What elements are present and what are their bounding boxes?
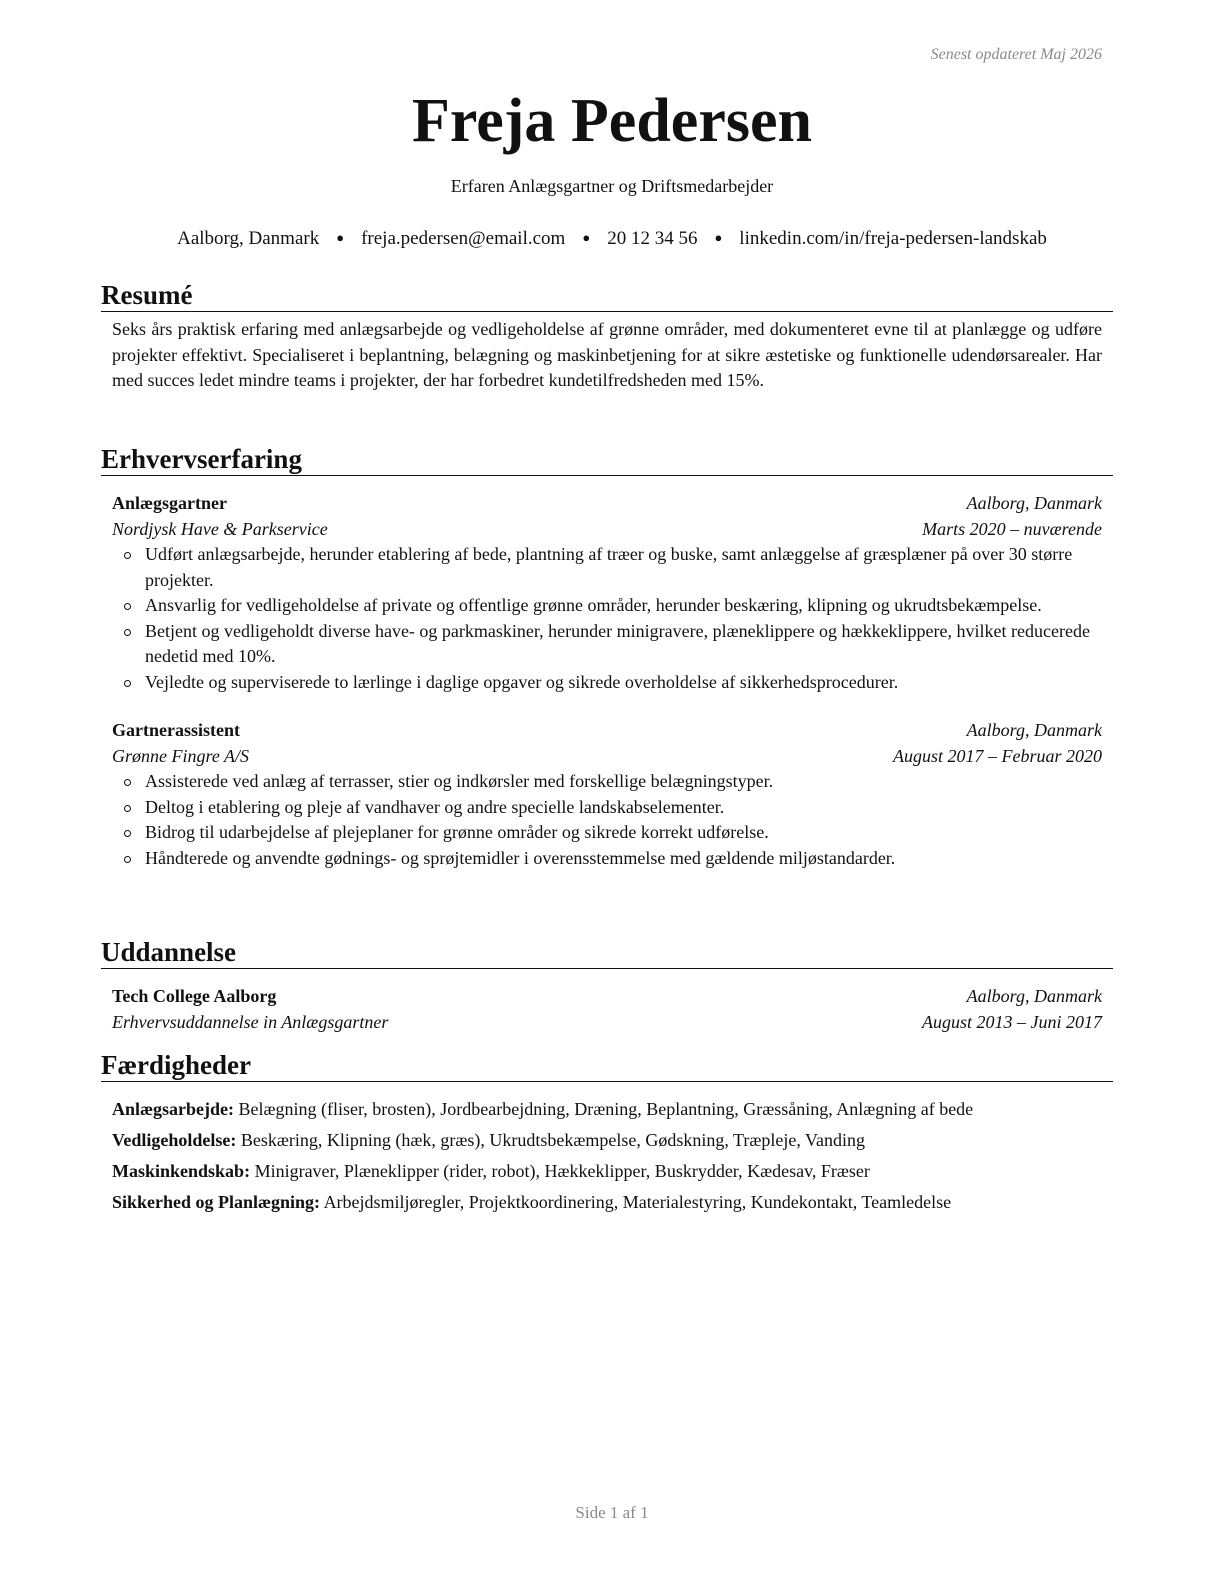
job-bullets: [112, 769, 1102, 871]
list-item: Vejledte og superviserede to lærlinge i daglige opgaver og sikrede overholdelse af sikkerhedsprocedurer.: [112, 670, 1102, 696]
education-school: Tech College Aalborg: [112, 986, 277, 1006]
list-item: Bidrog til udarbejdelse af plejeplaner for grønne områder og sikrede korrekt udførelse.: [112, 820, 1102, 846]
contact-email[interactable]: freja.pedersen@email.com: [361, 228, 566, 249]
skill-group: [112, 1190, 1102, 1216]
job-role: Anlægsgartner: [112, 493, 227, 513]
summary-section: [101, 280, 1113, 394]
skill-text: Beskæring, Klipning (hæk, græs), Ukrudtsbekæmpelse, Gødskning, Træpleje, Vanding: [240, 1130, 866, 1150]
job-location: Aalborg, Danmark: [966, 720, 1102, 740]
skill-text: Minigraver, Plæneklipper (rider, robot), Hækkeklipper, Buskrydder, Kædesav, Fræser: [254, 1161, 870, 1181]
education-section: [101, 937, 1113, 1035]
job-dates: August 2017 – Februar 2020: [893, 745, 1102, 766]
contact-line: [0, 228, 1224, 250]
list-item: Betjent og vedligeholdt diverse have- og parkmaskiner, herunder minigravere, plæneklippere og hækkeklippere, hvilket reducerede nedetid med 10%.: [112, 619, 1102, 670]
skill-text: Arbejdsmiljøregler, Projektkoordinering, Materialestyring, Kundekontakt, Teamledelse: [323, 1192, 952, 1212]
summary-text: Seks års praktisk erfaring med anlægsarbejde og vedligeholdelse af grønne områder, med dokumenteret evne til at planlægge og udføre projekter effektivt. Specialiseret i beplantning, belægning og maskinbetjening for at sikre æstetiske og funktionelle udendørsarealer. Har med succes ledet mindre teams i projekter, der har forbedret kundetilfredsheden med 15%.: [112, 319, 1102, 390]
bullet-separator: ●: [714, 230, 723, 245]
skill-group: [112, 1097, 1102, 1123]
bullet-separator: ●: [336, 230, 345, 245]
education-location: Aalborg, Danmark: [966, 986, 1102, 1006]
skill-label: Maskinkendskab:: [112, 1161, 251, 1181]
skill-group: [112, 1128, 1102, 1154]
contact-linkedin[interactable]: linkedin.com/in/freja-pedersen-landskab: [739, 228, 1047, 249]
list-item: Håndterede og anvendte gødnings- og sprøjtemidler i overensstemmelse med gældende miljøstandarder.: [112, 846, 1102, 872]
candidate-name: Freja Pedersen: [412, 87, 812, 155]
list-item: Ansvarlig for vedligeholdelse af private og offentlige grønne områder, herunder beskæring, klipning og ukrudtsbekæmpelse.: [112, 593, 1102, 619]
contact-location: Aalborg, Danmark: [177, 228, 320, 249]
job-entry: [112, 718, 1102, 871]
skill-group: [112, 1159, 1102, 1185]
bullet-separator: ●: [582, 230, 591, 245]
education-degree: Erhvervsuddannelse in Anlægsgartner: [112, 1011, 389, 1032]
list-item: Udført anlægsarbejde, herunder etablering af bede, plantning af træer og buske, samt anlæggelse af græsplæner på over 30 større projekter.: [112, 542, 1102, 593]
candidate-title: Erfaren Anlægsgartner og Driftsmedarbejder: [450, 176, 774, 196]
skill-text: Belægning (fliser, brosten), Jordbearbejdning, Dræning, Beplantning, Græssåning, Anlægning af bede: [238, 1099, 974, 1119]
last-updated: Senest opdateret Maj 2026: [930, 46, 1102, 63]
job-company: Nordjysk Have & Parkservice: [112, 518, 328, 539]
page-number: Side 1 af 1: [575, 1503, 649, 1522]
section-title-education: Uddannelse: [101, 937, 1113, 969]
job-entry: [112, 491, 1102, 695]
education-dates: August 2013 – Juni 2017: [922, 1011, 1102, 1032]
skill-label: Anlægsarbejde:: [112, 1099, 234, 1119]
job-dates: Marts 2020 – nuværende: [922, 518, 1102, 539]
section-title-summary: Resumé: [101, 280, 1113, 312]
job-company: Grønne Fingre A/S: [112, 745, 249, 766]
skill-label: Vedligeholdelse:: [112, 1130, 237, 1150]
experience-section: [101, 444, 1113, 871]
skills-section: [101, 1050, 1113, 1221]
list-item: Deltog i etablering og pleje af vandhaver og andre specielle landskabselementer.: [112, 795, 1102, 821]
job-bullets: [112, 542, 1102, 695]
job-role: Gartnerassistent: [112, 720, 240, 740]
list-item: Assisterede ved anlæg af terrasser, stier og indkørsler med forskellige belægningstyper.: [112, 769, 1102, 795]
job-location: Aalborg, Danmark: [966, 493, 1102, 513]
skill-label: Sikkerhed og Planlægning:: [112, 1192, 321, 1212]
contact-phone: 20 12 34 56: [607, 228, 698, 249]
section-title-skills: Færdigheder: [101, 1050, 1113, 1082]
section-title-experience: Erhvervserfaring: [101, 444, 1113, 476]
